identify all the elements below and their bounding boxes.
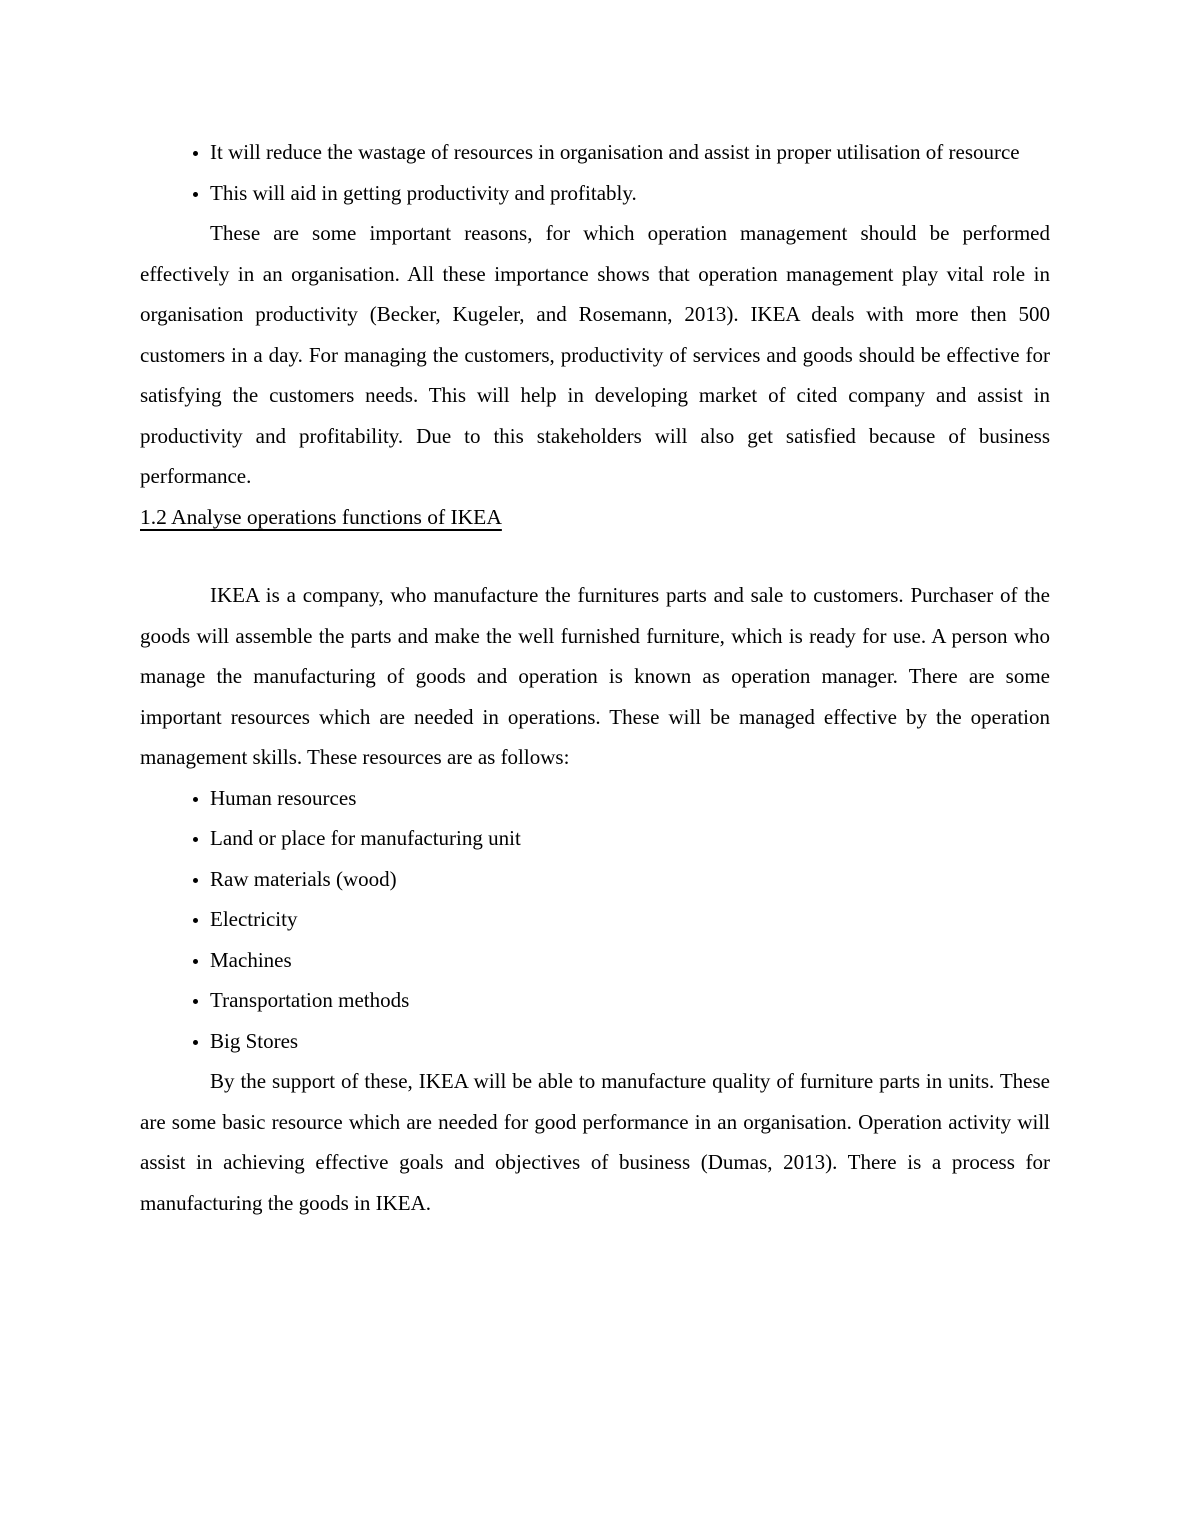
list-item: • Transportation methods bbox=[210, 980, 1050, 1021]
resources-bullet-list bbox=[140, 778, 1050, 1062]
importance-bullet-list bbox=[140, 132, 1050, 213]
list-item: • Raw materials (wood) bbox=[210, 859, 1050, 900]
list-item: • It will reduce the wastage of resources in organisation and assist in proper utilisation of resource bbox=[210, 132, 1050, 173]
list-item: • Big Stores bbox=[210, 1021, 1050, 1062]
list-item: • This will aid in getting productivity and profitably. bbox=[210, 173, 1050, 214]
paragraph-company: IKEA is a company, who manufacture the furnitures parts and sale to customers. Purchaser of the goods will assemble the parts and make the well furnished furniture, which is ready for use. A person who manage the manufacturing of goods and operation is known as operation manager. There are some important resources which are needed in operations. These will be managed effective by the operation management skills. These resources are as follows: bbox=[140, 583, 1050, 769]
paragraph-support: By the support of these, IKEA will be able to manufacture quality of furniture parts in units. These are some basic resource which are needed for good performance in an organisation. Operation activity will assist in achieving effective goals and objectives of business (Dumas, 2013). There is a process for manufacturing the goods in IKEA. bbox=[140, 1069, 1050, 1215]
list-item: • Machines bbox=[210, 940, 1050, 981]
list-item: • Human resources bbox=[210, 778, 1050, 819]
list-item: • Land or place for manufacturing unit bbox=[210, 818, 1050, 859]
section-heading: 1.2 Analyse operations functions of IKEA bbox=[140, 504, 502, 529]
list-item: • Electricity bbox=[210, 899, 1050, 940]
paragraph-importance: These are some important reasons, for which operation management should be performed effectively in an organisation. All these importance shows that operation management play vital role in organisation productivity (Becker, Kugeler, and Rosemann, 2013). IKEA deals with more then 500 customers in a day. For managing the customers, productivity of services and goods should be effective for satisfying the customers needs. This will help in developing market of cited company and assist in productivity and profitability. Due to this stakeholders will also get satisfied because of business performance. bbox=[140, 221, 1050, 488]
